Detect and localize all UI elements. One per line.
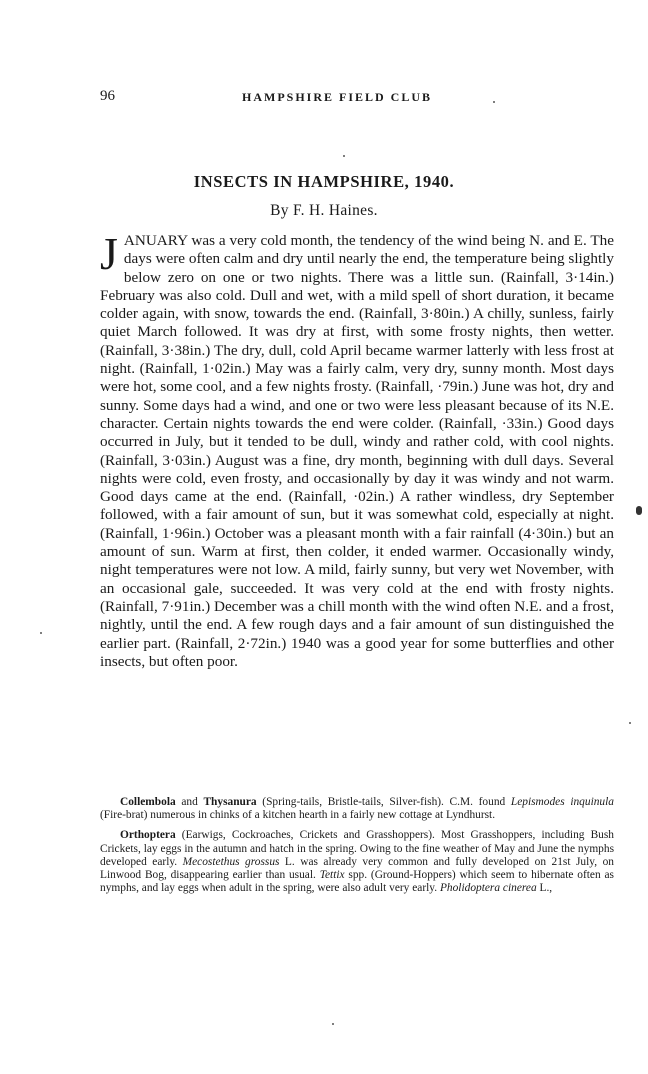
scan-speck: [332, 1023, 334, 1025]
species-name: Tettix: [319, 869, 345, 882]
body-paragraph: ANUARY was a very cold month, the tendency of the wind being N. and E. The days were often calm and dry until nearly the end, the temperature being slightly below zero on one or two nights. There was a little sun. (Rainfall, 3·14in.) February was also cold. Dull and wet, with a mild spell of short duration, it became colder again, with snow, towards the end. (Rainfall, 3·80in.) A chilly, sunless, fairly quiet March followed. It was dry at first, with some frosty nights, then wetter. (Rainfall, 3·38in.) The dry, dull, cold April became warmer latterly with less frost at night. (Rainfall, 1·02in.) May was a fairly calm, very dry, sunny month. Most days were hot, some cool, and a few nights frosty. (Rainfall, ·79in.) June was hot, dry and sunny. Some days had a wind, and one or two were less pleasant because of its N.E. character. Certain nights towards the end were colder. (Rainfall, ·33in.) Good days occurred in July, but it tended to be dull, windy and rather cold, with cool nights. (Rainfall, 3·03in.) August was a fine, dry month, beginning with dull days. Several nights were cold, even frosty, and occasionally by day it was windy and not warm. Good days came at the end. (Rainfall, ·02in.) A rather windless, dry September followed, with a fair amount of sun, but it was somewhat cold, especially at night. (Rainfall, 1·96in.) October was a pleasant month with a fair rainfall (4·30in.) but an amount of sun. Warm at first, then colder, it ended warmer. Occasionally windy, night temperatures were not low. A mild, fairly sunny, but very wet November, with an occasional gale, succeeded. It was very cold at the end with frosty nights. (Rainfall, 7·91in.) December was a chill month with the wind often N.E. and a frost, nightly, until the end. A few rough days and a fair amount of sun distinguished the earlier part. (Rainfall, 2·72in.) 1940 was a good year for some butterflies and other insects, but often poor.: [100, 232, 615, 670]
scan-speck: [629, 722, 631, 724]
section-heading: Collembola: [120, 796, 176, 808]
running-head: HAMPSHIRE FIELD CLUB: [242, 90, 433, 104]
drop-cap: J: [100, 228, 118, 279]
section-orthoptera: Orthoptera (Earwigs, Cockroaches, Crickets and Grasshoppers). Most Grasshoppers, including Bush Crickets, lay eggs in the autumn and hatch in the spring. Owing to the fine weather of May and June the nymphs developed early. Mecostethus grossus L. was already very common and fully developed on 21st July, on Linwood Bog, disappearing earlier than usual. Tettix spp. (Ground-Hoppers) which seem to hibernate often as nymphs, and lay eggs when adult in the spring, were also adult very early. Pholidoptera cinerea L.,: [100, 829, 614, 895]
article-byline: By F. H. Haines.: [270, 202, 378, 219]
section-collembola: Collembola and Thysanura (Spring-tails, Bristle-tails, Silver-fish). C.M. found Lepismodes inquinula (Fire-brat) numerous in chinks of a kitchen hearth in a fairly new cottage at Lyndhurst.: [100, 796, 614, 822]
scan-speck: [493, 101, 495, 103]
species-name: Pholidoptera cinerea: [439, 882, 537, 895]
page-number: 96: [100, 88, 115, 104]
taxonomic-sections: [100, 796, 614, 902]
page-header: [100, 88, 540, 108]
section-heading: Thysanura: [203, 796, 257, 808]
scan-speck: [636, 506, 642, 515]
article-title: INSECTS IN HAMPSHIRE, 1940.: [193, 172, 455, 191]
article-body: [100, 228, 615, 671]
species-name: Lepismodes inquinula: [510, 796, 614, 808]
scan-speck: [343, 155, 345, 157]
species-name: Mecostethus grossus: [182, 855, 280, 868]
section-heading: Orthoptera: [120, 829, 176, 842]
scan-speck: [40, 632, 42, 634]
